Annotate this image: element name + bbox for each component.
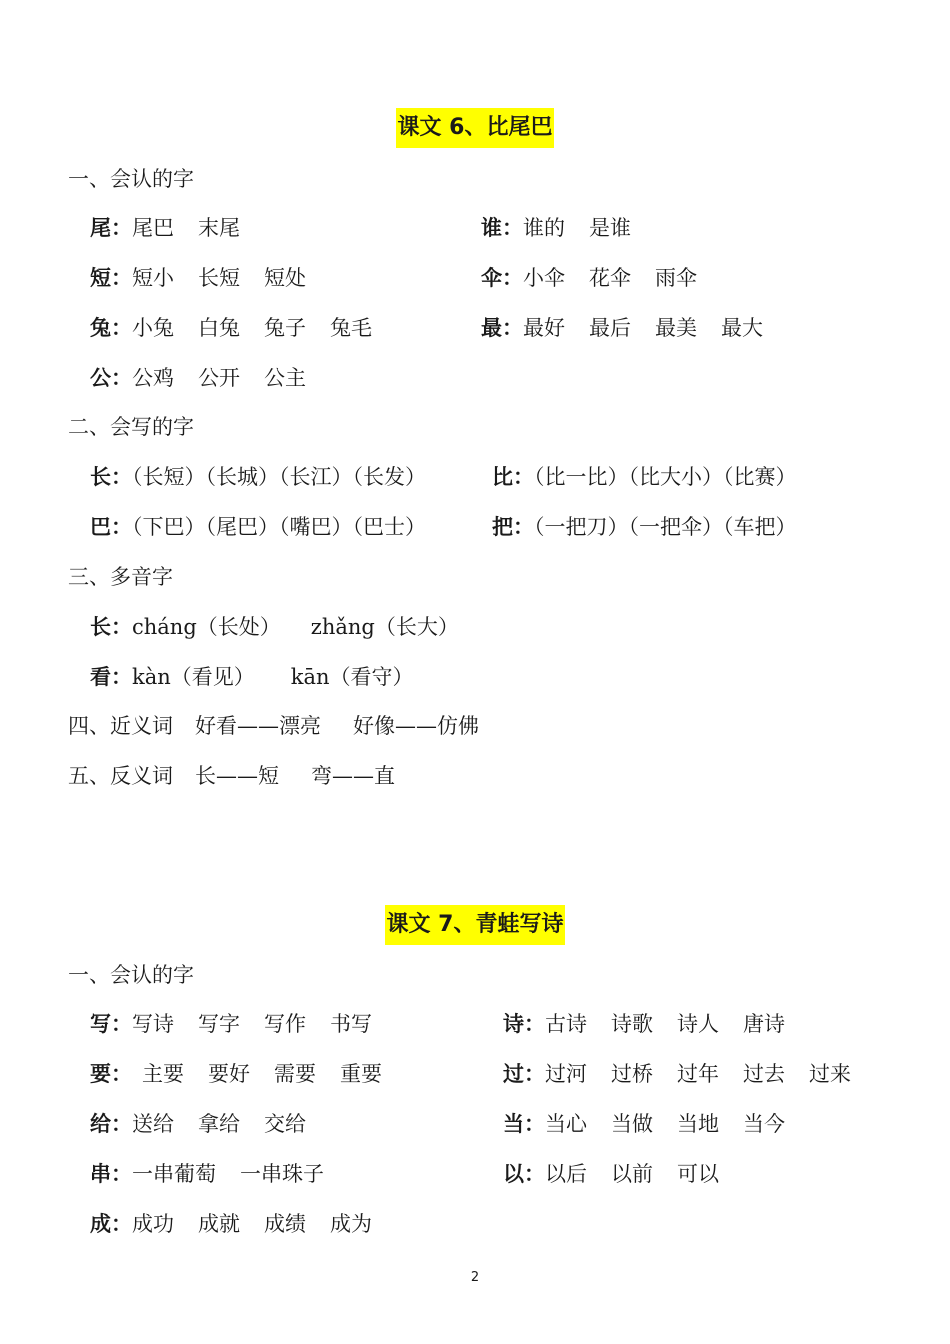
vocab-word: 诗歌 <box>611 1012 653 1036</box>
vocab-word: 小伞 <box>523 266 565 290</box>
section-heading: 二、会写的字 <box>68 415 194 439</box>
vocab-word: 成为 <box>330 1212 372 1236</box>
word-pair: 长——短 <box>195 764 279 788</box>
word-pair: 弯——直 <box>311 764 395 788</box>
vocab-word: 以前 <box>611 1162 653 1186</box>
write-row <box>90 462 426 492</box>
vocab-word: 公鸡 <box>132 366 174 390</box>
colon: ： <box>111 366 132 390</box>
vocab-word: 最后 <box>589 316 631 340</box>
page-number: 2 <box>470 1270 480 1285</box>
vocab-word: 交给 <box>264 1112 306 1136</box>
vocab-row <box>503 1059 875 1089</box>
lesson-title <box>0 905 950 945</box>
pinyin-group <box>132 615 281 639</box>
vocab-character: 短 <box>90 266 111 290</box>
vocab-word: 拿给 <box>198 1112 240 1136</box>
pinyin: kān <box>290 665 330 689</box>
vocab-row <box>90 363 330 393</box>
vocab-word: 花伞 <box>589 266 631 290</box>
vocab-character: 最 <box>481 316 502 340</box>
vocab-word: 古诗 <box>545 1012 587 1036</box>
pinyin-word: （看守） <box>329 665 414 689</box>
colon: ： <box>111 1162 132 1186</box>
colon: ： <box>524 1162 545 1186</box>
vocab-word: 公开 <box>198 366 240 390</box>
colon: ： <box>111 316 132 340</box>
vocab-word: 过桥 <box>611 1062 653 1086</box>
word-list <box>132 1212 396 1236</box>
vocab-row <box>481 213 655 243</box>
vocab-word: 长短 <box>198 266 240 290</box>
vocab-word: 小兔 <box>132 316 174 340</box>
word-list <box>523 216 655 240</box>
vocab-word: 谁的 <box>523 216 565 240</box>
colon: ： <box>111 515 132 539</box>
vocab-word: 一串葡萄 <box>132 1162 216 1186</box>
word-list <box>545 1162 743 1186</box>
vocab-word: 末尾 <box>198 216 240 240</box>
vocab-character: 过 <box>503 1062 524 1086</box>
vocab-word: 以后 <box>545 1162 587 1186</box>
vocab-word: 诗人 <box>677 1012 719 1036</box>
vocab-character: 要 <box>90 1062 111 1086</box>
vocab-word: 送给 <box>132 1112 174 1136</box>
vocab-word: 成就 <box>198 1212 240 1236</box>
vocab-word: 白兔 <box>198 316 240 340</box>
vocab-row <box>503 1009 809 1039</box>
colon: ： <box>111 1212 132 1236</box>
pinyin-group <box>132 665 255 689</box>
word-relation-row <box>68 761 427 791</box>
vocab-word: 写字 <box>198 1012 240 1036</box>
write-character: 把 <box>492 515 513 539</box>
colon: ： <box>524 1062 545 1086</box>
word-pair: 好看——漂亮 <box>195 714 321 738</box>
vocab-character: 以 <box>503 1162 524 1186</box>
pinyin-group <box>291 665 414 689</box>
vocab-row <box>503 1109 809 1139</box>
vocab-word: 兔子 <box>264 316 306 340</box>
pinyin-group <box>311 615 459 639</box>
word-list <box>132 366 330 390</box>
word-pair: 好像——仿佛 <box>353 714 479 738</box>
pinyin: kàn <box>132 665 171 689</box>
vocab-character: 谁 <box>481 216 502 240</box>
word-pairs <box>195 764 427 788</box>
vocab-word: 是谁 <box>589 216 631 240</box>
colon: ： <box>111 665 132 689</box>
colon: ： <box>524 1012 545 1036</box>
vocab-row <box>481 263 721 293</box>
polyphone-character: 看 <box>90 665 111 689</box>
word-pairs <box>195 714 511 738</box>
vocab-word: 尾巴 <box>132 216 174 240</box>
word-list <box>545 1012 809 1036</box>
vocab-character: 伞 <box>481 266 502 290</box>
colon: ： <box>111 216 132 240</box>
colon: ： <box>111 1062 132 1086</box>
lesson-title-text: 课文 6、比尾巴 <box>396 108 555 148</box>
word-list <box>523 316 787 340</box>
pinyin-word: （长大） <box>374 615 459 639</box>
vocab-word: 过河 <box>545 1062 587 1086</box>
colon: ： <box>513 515 534 539</box>
vocab-word: 最美 <box>655 316 697 340</box>
colon: ： <box>513 465 534 489</box>
vocab-row <box>90 1209 396 1239</box>
word-list <box>523 266 721 290</box>
colon: ： <box>111 465 132 489</box>
vocab-row <box>90 313 396 343</box>
vocab-word: 需要 <box>274 1062 316 1086</box>
vocab-character: 给 <box>90 1112 111 1136</box>
vocab-word: 唐诗 <box>743 1012 785 1036</box>
write-row <box>90 512 426 542</box>
vocab-word: 写作 <box>264 1012 306 1036</box>
vocab-character: 串 <box>90 1162 111 1186</box>
vocab-word: 成功 <box>132 1212 174 1236</box>
pinyin-word: （长处） <box>196 615 281 639</box>
vocab-character: 诗 <box>503 1012 524 1036</box>
write-character: 巴 <box>90 515 111 539</box>
lesson-title-text: 课文 7、青蛙写诗 <box>385 905 566 945</box>
polyphone-character: 长 <box>90 615 111 639</box>
vocab-word: 写诗 <box>132 1012 174 1036</box>
vocab-word: 短小 <box>132 266 174 290</box>
vocab-word: 一串珠子 <box>240 1162 324 1186</box>
vocab-word: 公主 <box>264 366 306 390</box>
section-heading: 四、近义词 <box>68 714 173 738</box>
colon: ： <box>111 266 132 290</box>
vocab-word: 过去 <box>743 1062 785 1086</box>
word-list <box>132 1012 396 1036</box>
vocab-word: 兔毛 <box>330 316 372 340</box>
word-list <box>545 1062 875 1086</box>
vocab-word: 要好 <box>208 1062 250 1086</box>
vocab-character: 成 <box>90 1212 111 1236</box>
vocab-word: 可以 <box>677 1162 719 1186</box>
colon: ： <box>111 615 132 639</box>
section-heading: 三、多音字 <box>68 565 173 589</box>
colon: ： <box>502 266 523 290</box>
vocab-character: 写 <box>90 1012 111 1036</box>
colon: ： <box>111 1112 132 1136</box>
vocab-word: 最大 <box>721 316 763 340</box>
word-list <box>545 1112 809 1136</box>
vocab-word: 主要 <box>142 1062 184 1086</box>
word-list <box>132 266 330 290</box>
vocab-word: 当心 <box>545 1112 587 1136</box>
vocab-row <box>90 213 264 243</box>
colon: ： <box>524 1112 545 1136</box>
vocab-row <box>90 1109 330 1139</box>
word-list <box>132 216 264 240</box>
vocab-word: 成绩 <box>264 1212 306 1236</box>
vocab-word: 书写 <box>330 1012 372 1036</box>
vocab-character: 公 <box>90 366 111 390</box>
word-list <box>132 1162 348 1186</box>
word-list <box>142 1062 406 1086</box>
write-character: 比 <box>492 465 513 489</box>
section-heading: 一、会认的字 <box>68 963 194 987</box>
pinyin: zhǎng <box>310 615 375 639</box>
vocab-word: 雨伞 <box>655 266 697 290</box>
word-list <box>132 316 396 340</box>
section-heading: 一、会认的字 <box>68 167 194 191</box>
vocab-row <box>90 1059 406 1089</box>
write-row <box>492 512 797 542</box>
vocab-row <box>481 313 787 343</box>
vocab-character: 兔 <box>90 316 111 340</box>
vocab-character: 尾 <box>90 216 111 240</box>
vocab-word: 当今 <box>743 1112 785 1136</box>
word-relation-row <box>68 711 511 741</box>
colon: ： <box>502 316 523 340</box>
vocab-character: 当 <box>503 1112 524 1136</box>
vocab-word: 当地 <box>677 1112 719 1136</box>
pinyin: cháng <box>132 615 197 639</box>
vocab-word: 短处 <box>264 266 306 290</box>
polyphone-row <box>90 662 444 692</box>
word-list <box>132 1112 330 1136</box>
vocab-row <box>90 1009 396 1039</box>
vocab-row <box>503 1159 743 1189</box>
write-character: 长 <box>90 465 111 489</box>
colon: ： <box>502 216 523 240</box>
colon: ： <box>111 1012 132 1036</box>
write-words: （下巴）（尾巴）（嘴巴）（巴士） <box>132 515 426 539</box>
pinyin-word: （看见） <box>170 665 255 689</box>
write-words: （比一比）（比大小）（比赛） <box>534 465 797 489</box>
write-row <box>492 462 797 492</box>
vocab-row <box>90 1159 348 1189</box>
vocab-word: 最好 <box>523 316 565 340</box>
write-words: （长短）（长城）（长江）（长发） <box>132 465 426 489</box>
vocab-word: 过来 <box>809 1062 851 1086</box>
polyphone-row <box>90 612 489 642</box>
vocab-word: 重要 <box>340 1062 382 1086</box>
lesson-title <box>0 108 950 148</box>
vocab-row <box>90 263 330 293</box>
write-words: （一把刀）（一把伞）（车把） <box>534 515 797 539</box>
section-heading: 五、反义词 <box>68 764 173 788</box>
vocab-word: 当做 <box>611 1112 653 1136</box>
vocab-word: 过年 <box>677 1062 719 1086</box>
